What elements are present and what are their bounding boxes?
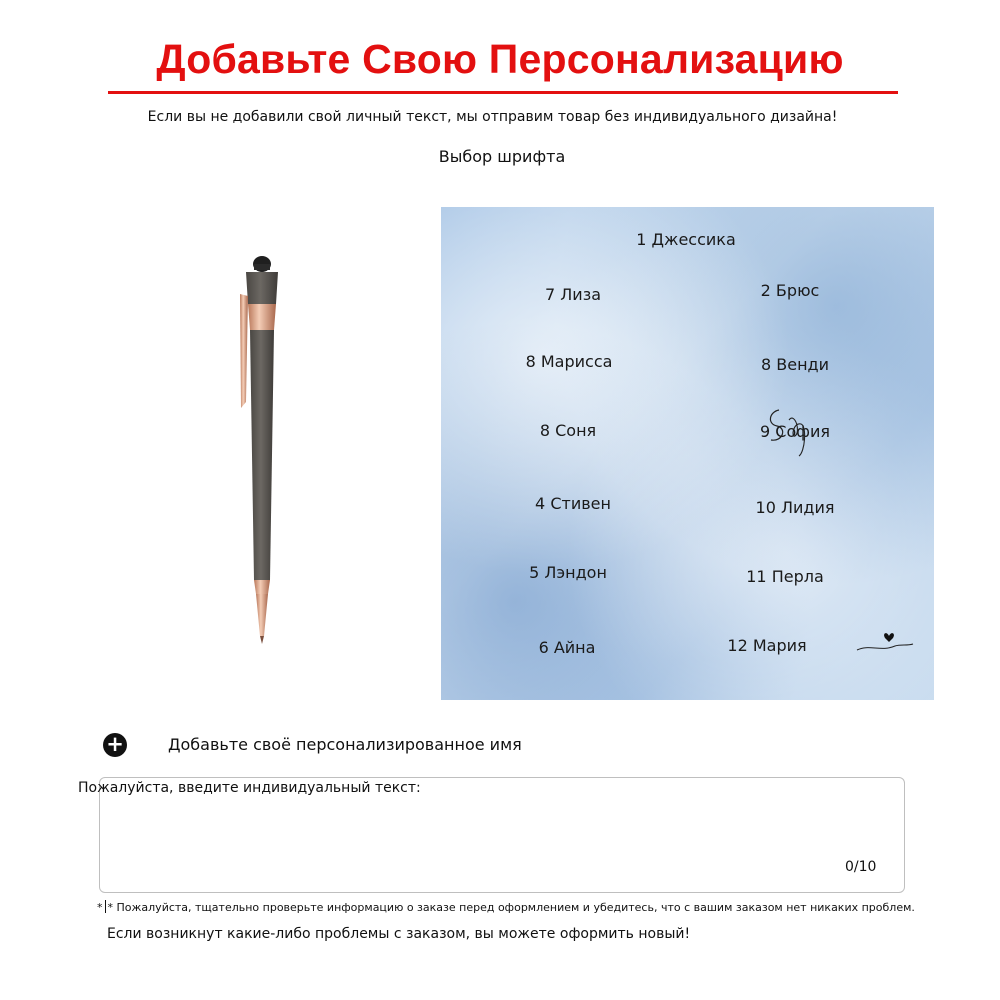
font-option-steven[interactable]: 4 Стивен	[535, 494, 611, 513]
font-option-wendy[interactable]: 8 Венди	[760, 355, 830, 374]
character-counter: 0/10	[845, 859, 877, 875]
page-title: Добавьте Свою Персонализацию	[156, 36, 844, 82]
font-selection-heading: Выбор шрифта	[438, 147, 566, 166]
font-option-jessica[interactable]: 1 Джессика	[636, 230, 736, 249]
add-personalized-name-label: Добавьте своё персонализированное имя	[168, 735, 522, 754]
personalization-notice: Если вы не добавили свой личный текст, мы отправим товар без индивидуального дизайна!	[147, 109, 838, 125]
order-check-notice	[97, 900, 915, 914]
custom-text-label: Пожалуйста, введите индивидуальный текст:	[78, 780, 421, 796]
title-divider	[108, 91, 898, 94]
font-option-aina[interactable]: 6 Айна	[538, 638, 596, 657]
add-personalized-name-row[interactable]	[103, 733, 603, 757]
font-option-lidia[interactable]: 10 Лидия	[755, 498, 835, 517]
font-option-sonya[interactable]: 8 Соня	[539, 421, 597, 440]
font-option-liza[interactable]: 7 Лиза	[544, 285, 602, 304]
heart-flourish-icon	[855, 626, 915, 656]
order-check-text: * Пожалуйста, тщательно проверьте информацию о заказе перед оформлением и убедитесь, что с вашим заказом нет никаких проблем.	[107, 901, 915, 914]
reorder-notice: Если возникнут какие-либо проблемы с заказом, вы можете оформить новый!	[107, 926, 691, 942]
signature-scribble-icon	[761, 402, 831, 462]
font-option-bruce[interactable]: 2 Брюс	[760, 281, 820, 300]
stylus-pen-image	[200, 252, 310, 652]
font-option-landon[interactable]: 5 Лэндон	[529, 563, 607, 582]
asterisk-mark: *	[97, 901, 103, 914]
plus-circle-icon[interactable]: +	[103, 733, 127, 757]
font-option-marissa[interactable]: 8 Марисса	[525, 352, 613, 371]
font-option-maria[interactable]: 12 Мария	[727, 636, 807, 655]
text-cursor-icon	[105, 900, 106, 913]
font-option-perla[interactable]: 11 Перла	[746, 567, 824, 586]
font-option-sofia[interactable]: 9 София	[760, 422, 830, 441]
font-options-panel	[441, 207, 934, 700]
